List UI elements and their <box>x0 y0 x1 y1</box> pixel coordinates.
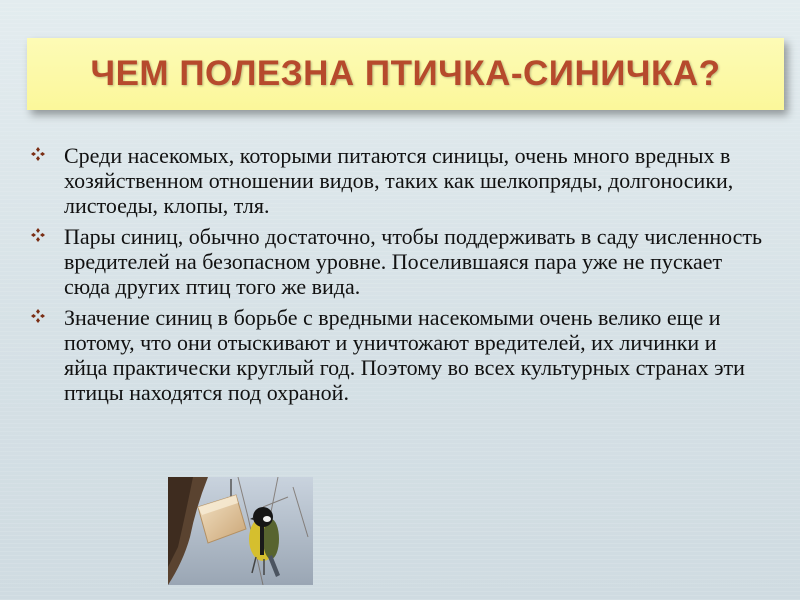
bullet-text: Среди насекомых, которыми питаются синицы, очень много вредных в хозяйственном отношении видов, таких как шелкопряды, долгоносики, листоеды, клопы, тля. <box>64 143 734 218</box>
bullet-list <box>30 143 765 411</box>
slide-title: ЧЕМ ПОЛЕЗНА ПТИЧКА-СИНИЧКА? <box>90 54 721 93</box>
great-tit-feeding-photo <box>168 477 313 585</box>
four-diamond-icon <box>30 227 46 243</box>
bullet-item-3 <box>30 305 765 405</box>
four-diamond-icon <box>30 308 46 324</box>
bullet-text: Пары синиц, обычно достаточно, чтобы поддерживать в саду численность вредителей на безопасном уровне. Поселившаяся пара уже не пускает сюда других птиц того же вида. <box>64 224 763 299</box>
bird-illustration <box>168 477 313 585</box>
four-diamond-icon <box>30 146 46 162</box>
title-banner <box>27 38 784 110</box>
bullet-item-2 <box>30 224 765 299</box>
bullet-text: Значение синиц в борьбе с вредными насекомыми очень велико еще и потому, что они отыскивают и уничтожают вредителей, их личинки и яйца практически круглый год. Поэтому во всех культурных странах эти птицы находятся под охраной. <box>64 305 745 405</box>
bullet-item-1 <box>30 143 765 218</box>
